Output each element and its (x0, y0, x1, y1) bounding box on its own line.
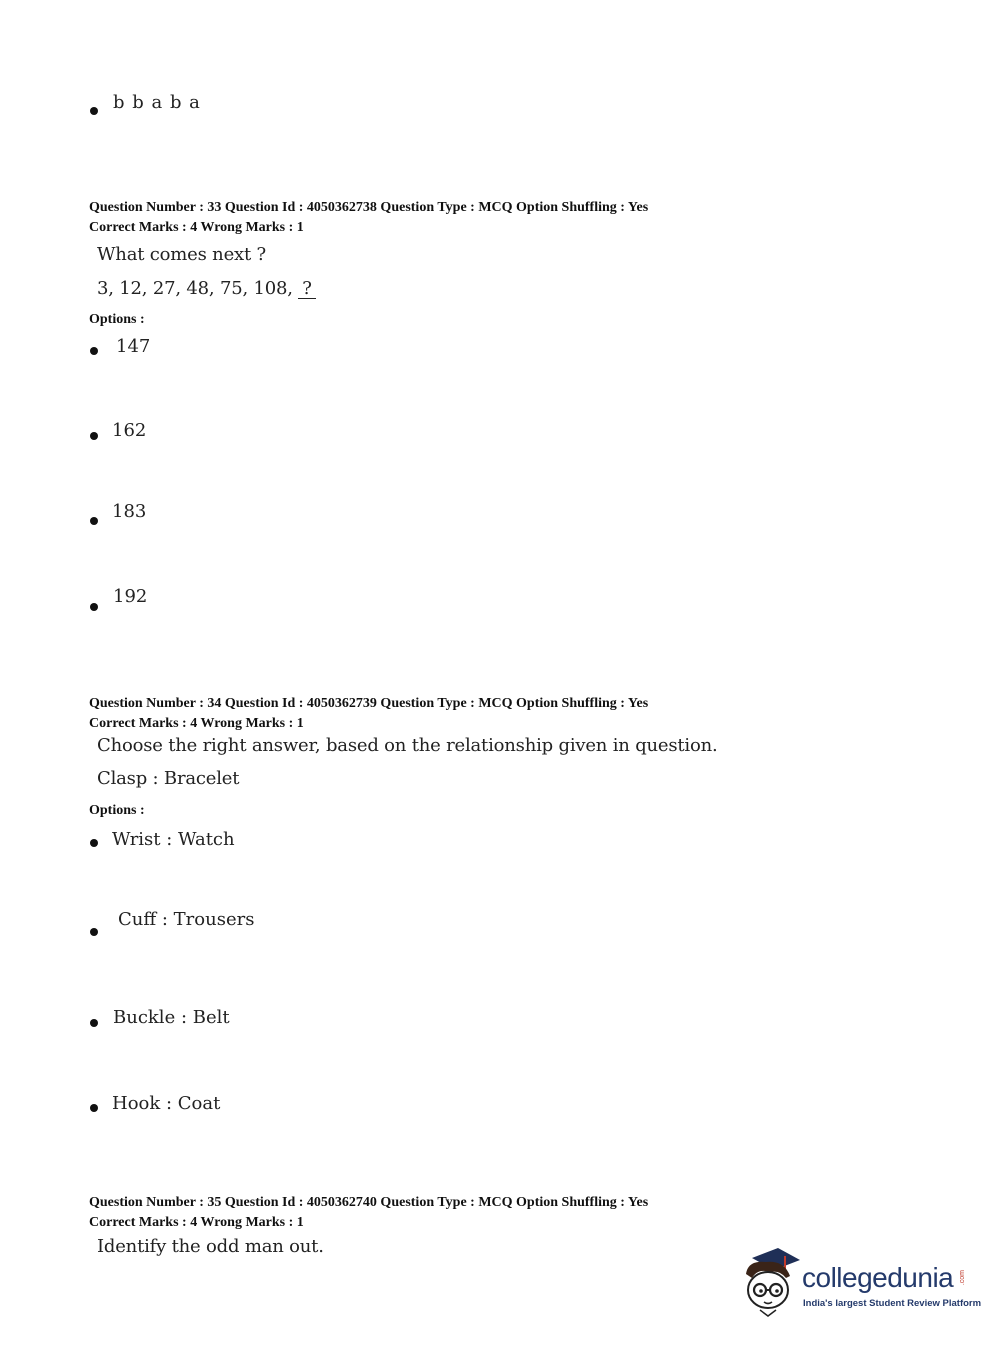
question-33-meta-line2: Correct Marks : 4 Wrong Marks : 1 (89, 220, 304, 235)
question-35-meta-line1: Question Number : 35 Question Id : 4050362740 Question Type : MCQ Option Shuffling : Yes (89, 1195, 649, 1210)
question-34-options-label: Options : (89, 803, 145, 818)
question-33-series (97, 278, 316, 299)
logo-brand-text: collegedunia (802, 1262, 954, 1293)
question-33-meta-line1: Question Number : 33 Question Id : 4050362738 Question Type : MCQ Option Shuffling : Yes (89, 200, 649, 215)
option-bullet (90, 1104, 98, 1112)
question-33-option-a[interactable]: 147 (116, 336, 151, 357)
question-33-series-numbers: 3, 12, 27, 48, 75, 108, (97, 278, 299, 299)
question-34-meta-line1: Question Number : 34 Question Id : 4050362739 Question Type : MCQ Option Shuffling : Yes (89, 696, 649, 711)
question-34-pair: Clasp : Bracelet (97, 768, 240, 789)
question-34-option-c[interactable]: Buckle : Belt (113, 1007, 230, 1028)
question-33-option-b[interactable]: 162 (112, 420, 147, 441)
option-bullet (90, 347, 98, 355)
question-35-text: Identify the odd man out. (97, 1236, 324, 1257)
question-33-text: What comes next ? (97, 244, 266, 265)
option-bullet (90, 603, 98, 611)
logo-com-text: .com (959, 1270, 966, 1286)
question-34-meta-line2: Correct Marks : 4 Wrong Marks : 1 (89, 716, 304, 731)
question-33-blank: ? (298, 280, 315, 299)
prev-option-text: b b a b a (113, 92, 201, 113)
option-bullet (90, 928, 98, 936)
logo-tagline: India's largest Student Review Platform (803, 1298, 982, 1309)
option-bullet (90, 432, 98, 440)
question-34-option-b[interactable]: Cuff : Trousers (118, 909, 255, 930)
question-33-option-d[interactable]: 192 (113, 586, 148, 607)
question-33-options-label: Options : (89, 312, 145, 327)
collegedunia-logo[interactable] (740, 1248, 982, 1318)
question-34-option-d[interactable]: Hook : Coat (112, 1093, 221, 1114)
option-bullet (90, 1019, 98, 1027)
option-bullet (90, 839, 98, 847)
question-35-meta-line2: Correct Marks : 4 Wrong Marks : 1 (89, 1215, 304, 1230)
question-33-option-c[interactable]: 183 (112, 501, 147, 522)
option-bullet (90, 517, 98, 525)
question-34-text: Choose the right answer, based on the relationship given in question. (97, 735, 718, 756)
mascot-icon (740, 1248, 802, 1318)
question-34-option-a[interactable]: Wrist : Watch (112, 829, 235, 850)
option-bullet (90, 107, 98, 115)
